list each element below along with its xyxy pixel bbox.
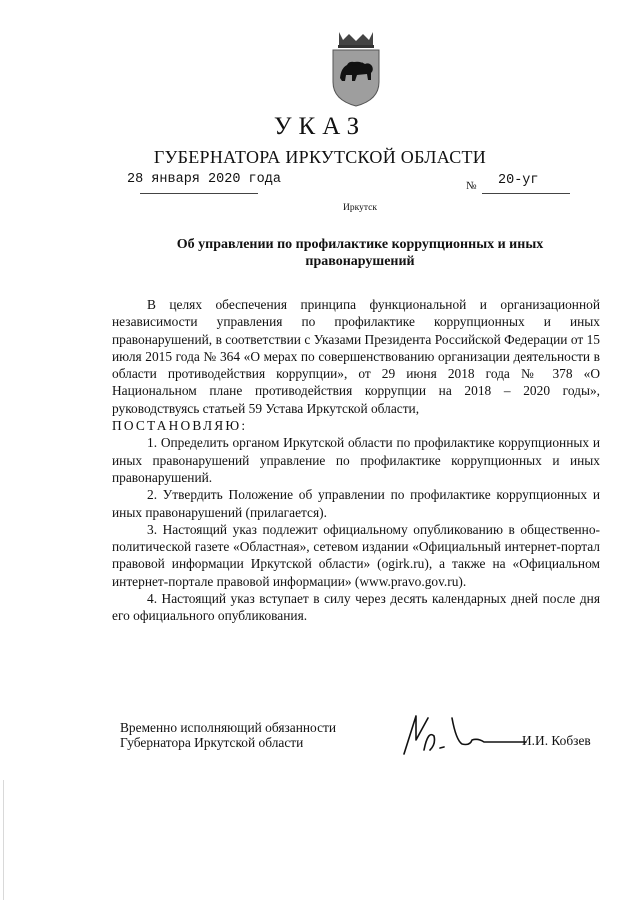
issuer-title: ГУБЕРНАТОРА ИРКУТСКОЙ ОБЛАСТИ: [153, 147, 487, 167]
heading-line-1: Об управлении по профилактике коррупционных и иных: [176, 237, 544, 252]
signatory-role: [120, 720, 336, 750]
scan-edge-line: [3, 780, 4, 900]
decree-word: ПОСТАНОВЛЯЮ:: [112, 418, 248, 434]
date-underline: [140, 193, 258, 194]
decree-item-3: 3. Настоящий указ подлежит официальному опубликованию в общественно-политической газете «Областная», сетевом издании «Официальный интернет-портал правовой информации Иркутской области» (ogirk.ru), а также на «Официальном интернет-портале правовой информации» (www.pravo.gov.ru).: [112, 521, 600, 589]
decree-number: 20-уг: [498, 173, 539, 188]
decree-item-1: 1. Определить органом Иркутской области по профилактике коррупционных и иных правонарушений управление по профилактике коррупционных и иных правонарушений.: [112, 435, 600, 485]
heading-line-2: правонарушений: [305, 254, 415, 269]
decree-heading: [140, 236, 580, 270]
decree-body: [112, 296, 600, 625]
decree-date: 28 января 2020 года: [127, 172, 281, 187]
signatory-name: И.И. Кобзев: [522, 733, 591, 748]
coat-of-arms-icon: [327, 28, 385, 108]
handwritten-signature-icon: [400, 710, 530, 760]
number-underline: [482, 193, 570, 194]
signatory-role-line-2: Губернатора Иркутской области: [120, 735, 304, 750]
signatory-role-line-1: Временно исполняющий обязанности: [120, 720, 337, 735]
city-label: Иркутск: [343, 203, 377, 213]
decree-item-4: 4. Настоящий указ вступает в силу через десять календарных дней после дня его официального опубликования.: [112, 591, 600, 624]
document-type-title: УКАЗ: [273, 113, 367, 140]
decree-item-2: 2. Утвердить Положение об управлении по профилактике коррупционных и иных правонарушений (прилагается).: [112, 487, 600, 520]
number-label: №: [466, 180, 477, 192]
preamble-paragraph: В целях обеспечения принципа функциональной и организационной независимости управления по профилактике коррупционных и иных правонарушений, в соответствии с Указами Президента Российской Федерации от 15 июля 2015 года № 364 «О мерах по совершенствованию организации деятельности в области противодействия коррупции», от 29 июня 2018 года № 378 «О Национальном плане противодействия коррупции на 2018 – 2020 годы», руководствуясь статьей 59 Устава Иркутской области,: [112, 297, 600, 416]
